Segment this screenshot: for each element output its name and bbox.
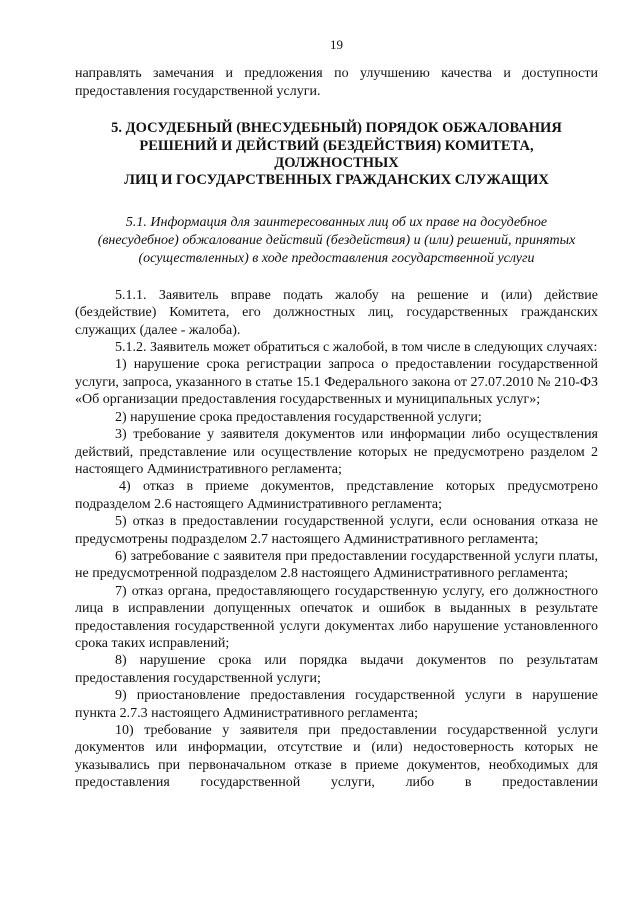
subsection-title-line: (осуществленных) в ходе предоставления государственной услуги: [138, 250, 535, 266]
list-item-7: 7) отказ органа, предоставляющего государственную услугу, его должностного лица в исправлении допущенных опечаток и ошибок в выданных в результате предоставления государственной услуги документах либо нарушение установленного срока таких исправлений;: [75, 583, 598, 651]
section-title-line: 5. ДОСУДЕБНЫЙ (ВНЕСУДЕБНЫЙ) ПОРЯДОК ОБЖАЛОВАНИЯ: [111, 120, 562, 137]
list-item-8: 8) нарушение срока или порядка выдачи документов по результатам предоставления государственной услуги;: [75, 653, 598, 686]
list-item-2: 2) нарушение срока предоставления государственной услуги;: [115, 409, 482, 425]
page-number: 19: [330, 37, 343, 52]
paragraph-5-1-2: 5.1.2. Заявитель может обратиться с жалобой, в том числе в следующих случаях:: [115, 340, 598, 356]
list-item-1: 1) нарушение срока регистрации запроса о предоставлении государственной услуги, запроса, указанного в статье 15.1 Федерального закона от 27.07.2010 № 210-ФЗ «Об организации предоставления государственных и муниципальных услуг»;: [75, 357, 598, 408]
section-title: [75, 120, 598, 190]
subsection-title-line: 5.1. Информация для заинтересованных лиц об их праве на досудебное: [125, 214, 548, 230]
section-title-line: ЛИЦ И ГОСУДАРСТВЕННЫХ ГРАЖДАНСКИХ СЛУЖАЩИХ: [124, 172, 549, 189]
list-item-9: 9) приостановление предоставления государственной услуги в нарушение пункта 2.7.3 настоящего Административного регламента;: [75, 688, 598, 721]
list-item-4: 4) отказ в приеме документов, представление которых предусмотрено подразделом 2.6 настоящего Административного регламента;: [75, 479, 598, 512]
section-title-line: РЕШЕНИЙ И ДЕЙСТВИЙ (БЕЗДЕЙСТВИЯ) КОМИТЕТА,: [139, 137, 534, 154]
list-item-10: 10) требование у заявителя при предоставлении государственной услуги документов или информации, отсутствие и (или) недостоверность которых не указывались при первоначальном отказе в приеме документов, необходимых для предоставления государственной услуги, либо в предоставлении: [75, 723, 598, 791]
list-item-3: 3) требование у заявителя документов или информации либо осуществления действий, представление или осуществление которых не предусмотрено разделом 2 настоящего Административного регламента;: [75, 427, 598, 477]
list-item-6: 6) затребование с заявителя при предоставлении государственной услуги платы, не предусмотренной подразделом 2.8 настоящего Административного регламента;: [75, 548, 598, 582]
section-title-line: ДОЛЖНОСТНЫХ: [274, 155, 399, 172]
intro-paragraph: направлять замечания и предложения по улучшению качества и доступности предоставления государственной услуги.: [75, 66, 598, 99]
subsection-title-line: (внесудебное) обжалование действий (бездействия) и (или) решений, принятых: [97, 232, 576, 248]
list-item-5: 5) отказ в предоставлении государственной услуги, если основания отказа не предусмотрены подразделом 2.7 настоящего Административного регламента;: [75, 514, 598, 547]
subsection-title: [75, 214, 598, 268]
paragraph-5-1-1: 5.1.1. Заявитель вправе подать жалобу на решение и (или) действие (бездействие) Комитета, его должностных лиц, государственных гражданских служащих (далее - жалоба).: [75, 287, 598, 338]
